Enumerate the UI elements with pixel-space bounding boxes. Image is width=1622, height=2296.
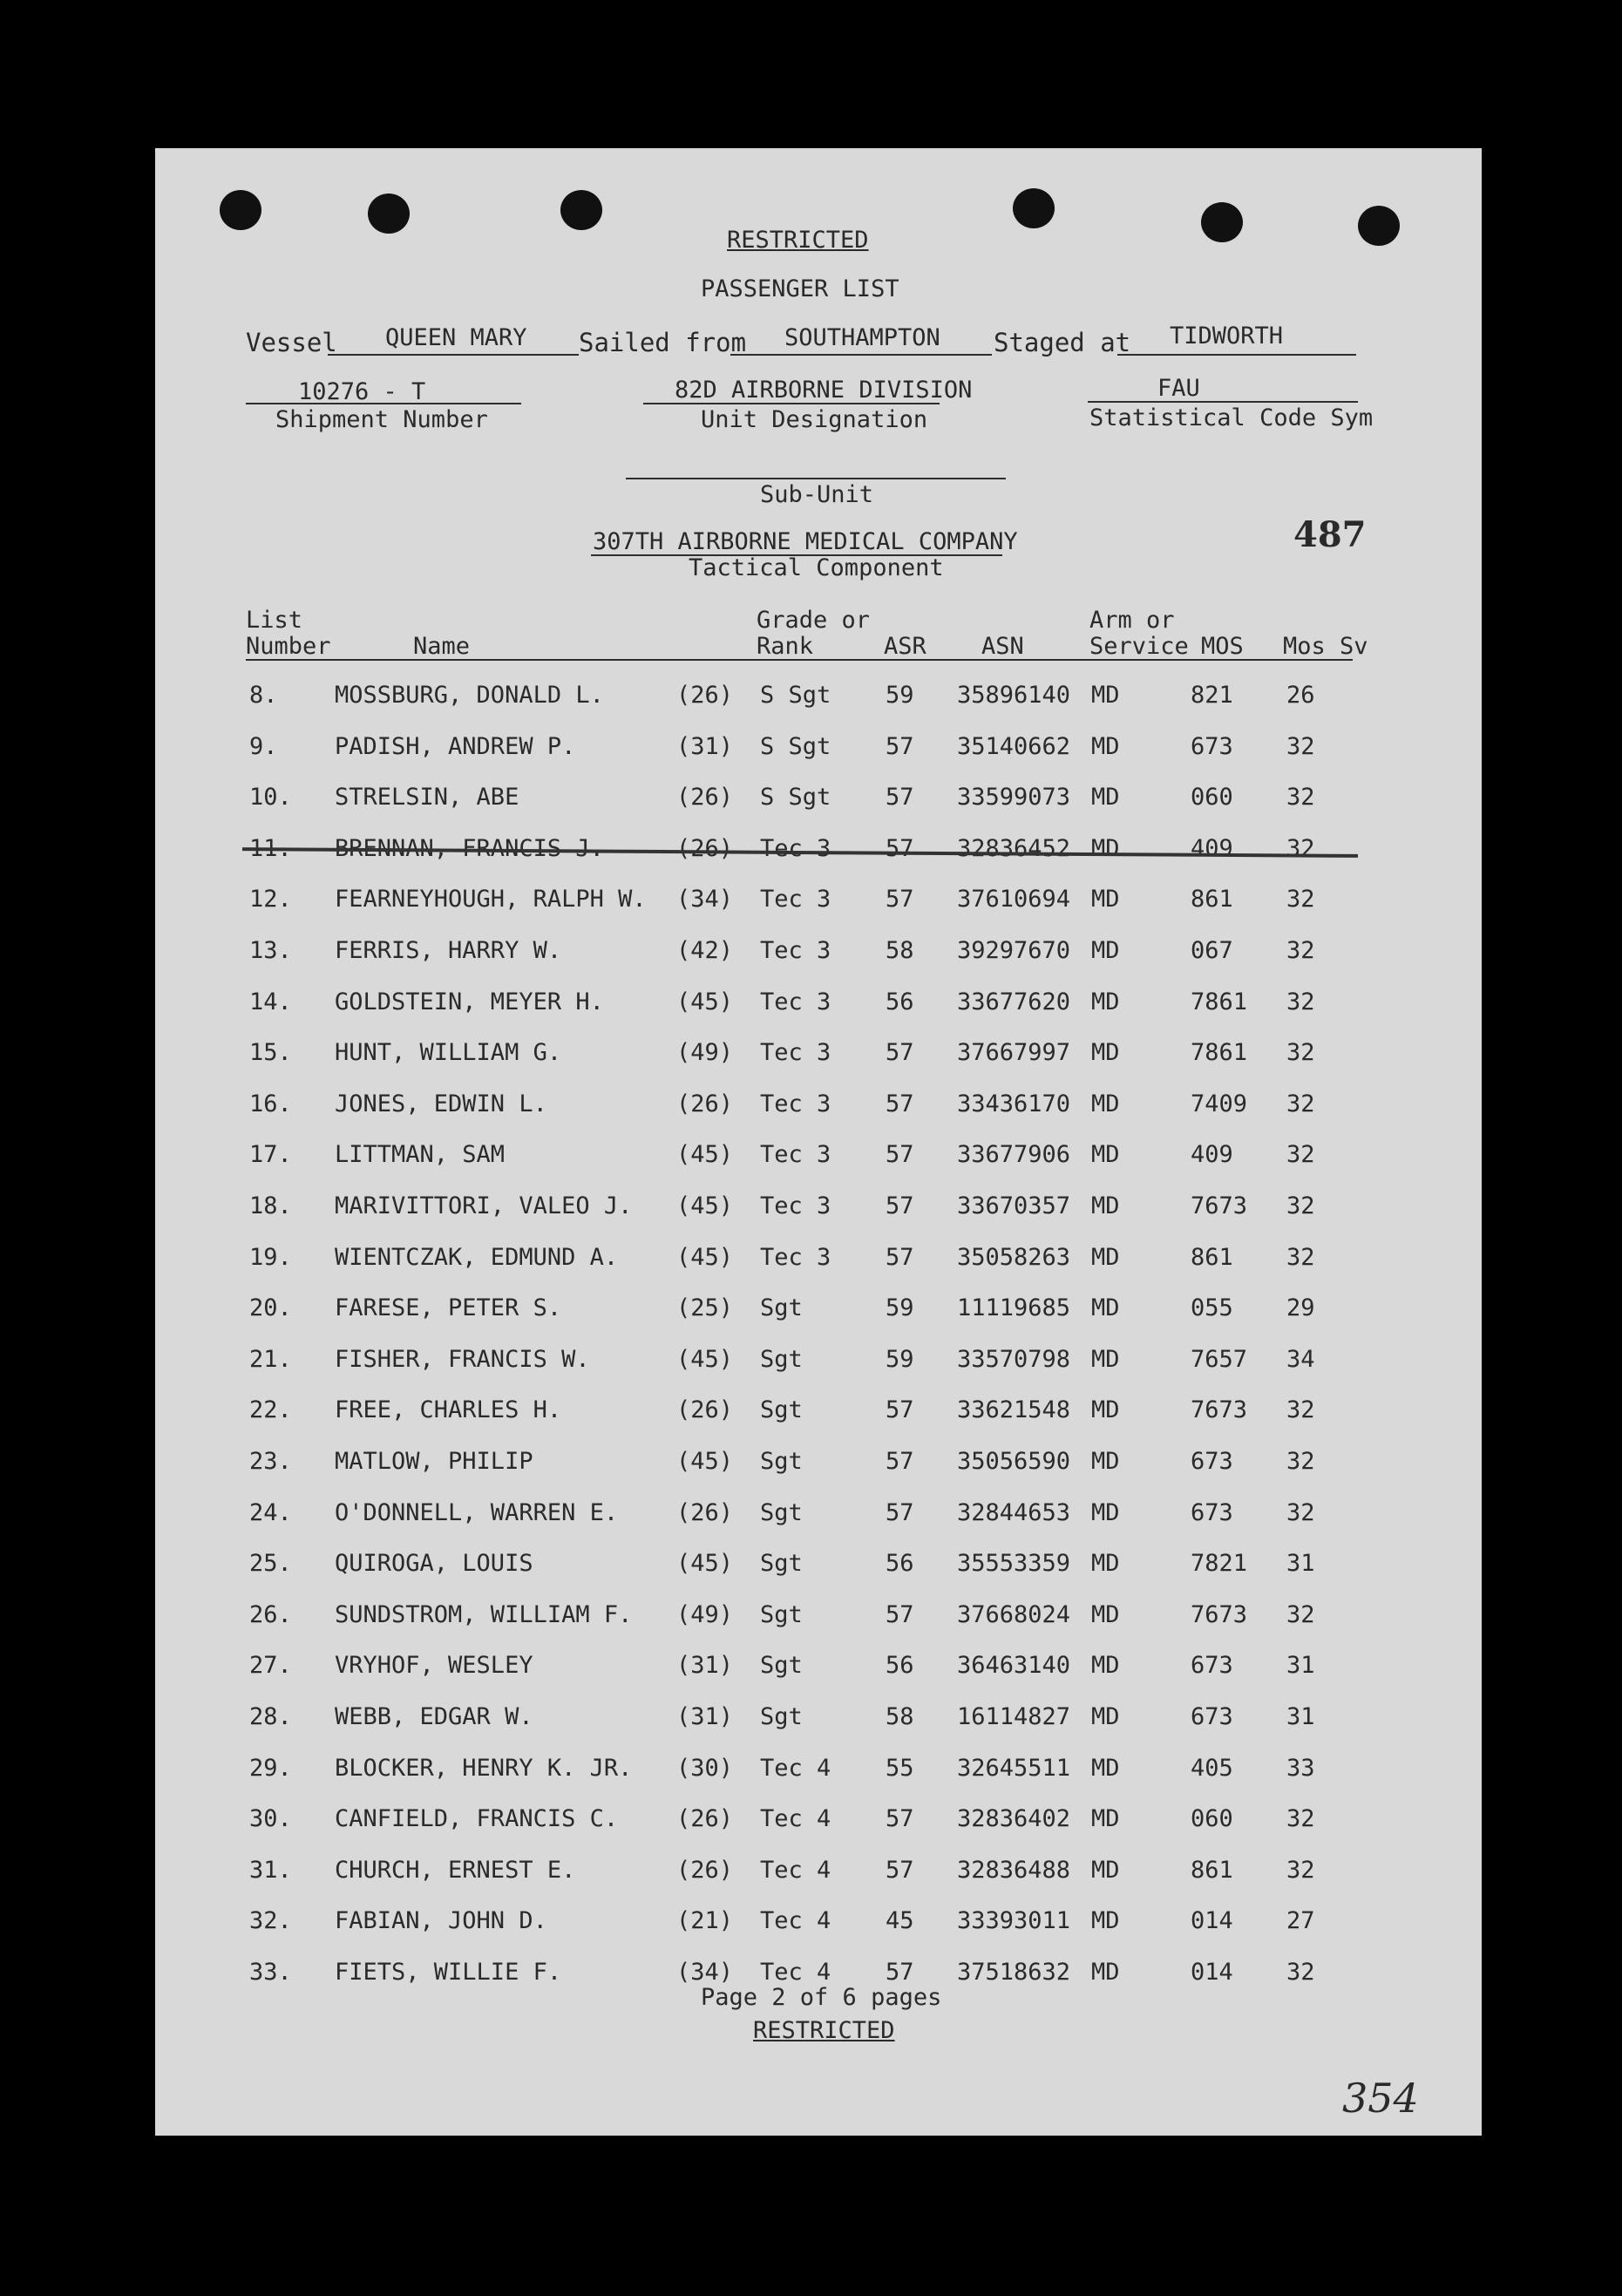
cell-arm: MD — [1091, 1039, 1120, 1067]
cell-mos: 7673 — [1191, 1600, 1248, 1628]
cell-grade: Sgt — [760, 1498, 803, 1526]
cell-passenger-name: MARIVITTORI, VALEO J. — [335, 1192, 633, 1219]
cell-grade: Tec 4 — [760, 1959, 831, 1986]
cell-grade: S Sgt — [760, 732, 831, 760]
cell-asn: 33436170 — [957, 1090, 1071, 1117]
col-mos: MOS — [1201, 633, 1244, 660]
cell-arm: MD — [1091, 1959, 1120, 1986]
cell-list-number: 29. — [249, 1754, 292, 1782]
cell-asr: 56 — [886, 988, 914, 1016]
cell-list-number: 21. — [249, 1345, 292, 1373]
cell-passenger-name: WEBB, EDGAR W. — [335, 1703, 533, 1730]
cell-passenger-name: O'DONNELL, WARREN E. — [335, 1498, 619, 1526]
cell-list-number: 16. — [249, 1090, 292, 1117]
cell-list-number: 32. — [249, 1907, 292, 1935]
cell-grade: Tec 4 — [760, 1754, 831, 1782]
cell-passenger-name: QUIROGA, LOUIS — [335, 1550, 533, 1578]
cell-asn: 32836452 — [957, 834, 1071, 862]
cell-arm: MD — [1091, 682, 1120, 709]
cell-passenger-name: LITTMAN, SAM — [335, 1141, 506, 1169]
cell-list-number: 24. — [249, 1498, 292, 1526]
cell-grade: Sgt — [760, 1652, 803, 1680]
cell-grade: Sgt — [760, 1550, 803, 1578]
cell-age: (45) — [676, 1550, 734, 1578]
cell-grade: Tec 3 — [760, 1243, 831, 1271]
cell-arm: MD — [1091, 1703, 1120, 1730]
col-arm-2: Service — [1089, 633, 1189, 660]
cell-grade: Sgt — [760, 1448, 803, 1475]
sailed-label: Sailed from — [579, 328, 747, 357]
cell-arm: MD — [1091, 1652, 1120, 1680]
subunit-label: Sub-Unit — [760, 481, 874, 508]
cell-passenger-name: MOSSBURG, DONALD L. — [335, 682, 604, 709]
cell-arm: MD — [1091, 1141, 1120, 1169]
cell-asr: 57 — [886, 1141, 914, 1169]
cell-mos: 821 — [1191, 682, 1233, 709]
cell-asn: 33621548 — [957, 1396, 1071, 1424]
cell-asn: 32645511 — [957, 1754, 1071, 1782]
cell-asn: 33393011 — [957, 1907, 1071, 1935]
cell-passenger-name: BRENNAN, FRANCIS J. — [335, 834, 604, 862]
cell-list-number: 11. — [249, 834, 292, 862]
cell-asn: 32836402 — [957, 1805, 1071, 1833]
cell-list-number: 23. — [249, 1448, 292, 1475]
cell-mos-sv: 29 — [1286, 1294, 1315, 1322]
cell-mos: 861 — [1191, 1856, 1233, 1884]
cell-asn: 32836488 — [957, 1856, 1071, 1884]
cell-mos-sv: 32 — [1286, 1039, 1315, 1067]
cell-passenger-name: BLOCKER, HENRY K. JR. — [335, 1754, 633, 1782]
cell-list-number: 30. — [249, 1805, 292, 1833]
cell-asr: 57 — [886, 732, 914, 760]
cell-grade: Tec 3 — [760, 988, 831, 1016]
header-rule — [246, 659, 1353, 661]
cell-age: (26) — [676, 1805, 734, 1833]
unit-label: Unit Designation — [701, 406, 928, 433]
cell-mos: 673 — [1191, 1448, 1233, 1475]
cell-age: (26) — [676, 1090, 734, 1117]
cell-list-number: 19. — [249, 1243, 292, 1271]
cell-mos: 014 — [1191, 1907, 1233, 1935]
cell-mos-sv: 26 — [1286, 682, 1315, 709]
cell-passenger-name: PADISH, ANDREW P. — [335, 732, 576, 760]
col-list-number-2: Number — [246, 633, 331, 660]
cell-passenger-name: VRYHOF, WESLEY — [335, 1652, 533, 1680]
vessel-value: QUEEN MARY — [385, 324, 527, 351]
stat-code: FAU — [1157, 375, 1200, 402]
cell-age: (21) — [676, 1907, 734, 1935]
cell-grade: Sgt — [760, 1600, 803, 1628]
cell-passenger-name: FARESE, PETER S. — [335, 1294, 562, 1322]
cell-mos-sv: 32 — [1286, 1448, 1315, 1475]
cell-passenger-name: STRELSIN, ABE — [335, 784, 519, 812]
cell-arm: MD — [1091, 1907, 1120, 1935]
cell-mos: 673 — [1191, 1498, 1233, 1526]
cell-mos: 7821 — [1191, 1550, 1248, 1578]
page-number-stamp: 487 — [1293, 514, 1367, 555]
cell-list-number: 17. — [249, 1141, 292, 1169]
cell-age: (31) — [676, 1703, 734, 1730]
cell-mos: 673 — [1191, 1652, 1233, 1680]
cell-asr: 57 — [886, 784, 914, 812]
cell-asr: 59 — [886, 1345, 914, 1373]
page-info: Page 2 of 6 pages — [701, 1984, 942, 2011]
cell-age: (30) — [676, 1754, 734, 1782]
staged-label: Staged at — [994, 328, 1131, 357]
cell-list-number: 13. — [249, 937, 292, 964]
tactical-label: Tactical Component — [689, 554, 944, 581]
cell-mos: 673 — [1191, 732, 1233, 760]
cell-asr: 57 — [886, 1498, 914, 1526]
cell-arm: MD — [1091, 1294, 1120, 1322]
cell-passenger-name: CHURCH, ERNEST E. — [335, 1856, 576, 1884]
cell-asn: 37518632 — [957, 1959, 1071, 1986]
cell-asr: 57 — [886, 1192, 914, 1219]
cell-grade: Tec 3 — [760, 886, 831, 914]
document-page — [155, 148, 1482, 2136]
cell-mos-sv: 32 — [1286, 1090, 1315, 1117]
cell-asr: 59 — [886, 1294, 914, 1322]
cell-asr: 57 — [886, 1039, 914, 1067]
cell-age: (45) — [676, 1345, 734, 1373]
cell-passenger-name: GOLDSTEIN, MEYER H. — [335, 988, 604, 1016]
cell-passenger-name: WIENTCZAK, EDMUND A. — [335, 1243, 619, 1271]
cell-grade: Sgt — [760, 1703, 803, 1730]
cell-age: (31) — [676, 732, 734, 760]
cell-asn: 33670357 — [957, 1192, 1071, 1219]
cell-list-number: 14. — [249, 988, 292, 1016]
cell-asr: 55 — [886, 1754, 914, 1782]
cell-grade: Tec 3 — [760, 1039, 831, 1067]
cell-age: (49) — [676, 1600, 734, 1628]
cell-grade: Sgt — [760, 1294, 803, 1322]
cell-grade: Sgt — [760, 1396, 803, 1424]
cell-grade: Tec 3 — [760, 1090, 831, 1117]
cell-passenger-name: FEARNEYHOUGH, RALPH W. — [335, 886, 647, 914]
col-grade-1: Grade or — [757, 607, 871, 634]
cell-mos: 014 — [1191, 1959, 1233, 1986]
cell-age: (45) — [676, 1192, 734, 1219]
staged-underline — [1117, 354, 1356, 356]
cell-list-number: 28. — [249, 1703, 292, 1730]
cell-mos-sv: 32 — [1286, 1959, 1315, 1986]
cell-mos-sv: 31 — [1286, 1652, 1315, 1680]
cell-asn: 36463140 — [957, 1652, 1071, 1680]
subunit-underline — [626, 478, 1006, 479]
cell-age: (26) — [676, 1856, 734, 1884]
cell-asr: 57 — [886, 1243, 914, 1271]
cell-age: (45) — [676, 1243, 734, 1271]
cell-mos: 673 — [1191, 1703, 1233, 1730]
cell-passenger-name: JONES, EDWIN L. — [335, 1090, 547, 1117]
cell-arm: MD — [1091, 988, 1120, 1016]
cell-asn: 33677906 — [957, 1141, 1071, 1169]
cell-arm: MD — [1091, 1243, 1120, 1271]
cell-asr: 58 — [886, 937, 914, 964]
cell-list-number: 20. — [249, 1294, 292, 1322]
document-title: PASSENGER LIST — [701, 275, 899, 302]
cell-asn: 35553359 — [957, 1550, 1071, 1578]
cell-mos-sv: 32 — [1286, 784, 1315, 812]
col-arm-1: Arm or — [1089, 607, 1175, 634]
cell-asr: 57 — [886, 1600, 914, 1628]
cell-list-number: 22. — [249, 1396, 292, 1424]
cell-asn: 35056590 — [957, 1448, 1071, 1475]
cell-asn: 37668024 — [957, 1600, 1071, 1628]
cell-list-number: 27. — [249, 1652, 292, 1680]
cell-asn: 35140662 — [957, 732, 1071, 760]
cell-mos-sv: 32 — [1286, 732, 1315, 760]
punch-hole — [1201, 202, 1243, 242]
col-grade-2: Rank — [757, 633, 814, 660]
cell-mos-sv: 32 — [1286, 1243, 1315, 1271]
cell-mos: 055 — [1191, 1294, 1233, 1322]
cell-grade: Tec 3 — [760, 937, 831, 964]
cell-age: (26) — [676, 1396, 734, 1424]
cell-mos: 7673 — [1191, 1192, 1248, 1219]
cell-arm: MD — [1091, 937, 1120, 964]
cell-asr: 57 — [886, 1448, 914, 1475]
cell-arm: MD — [1091, 1396, 1120, 1424]
cell-age: (26) — [676, 784, 734, 812]
cell-age: (26) — [676, 834, 734, 862]
cell-age: (45) — [676, 988, 734, 1016]
cell-mos-sv: 27 — [1286, 1907, 1315, 1935]
cell-mos: 409 — [1191, 834, 1233, 862]
cell-grade: Tec 4 — [760, 1856, 831, 1884]
cell-age: (45) — [676, 1141, 734, 1169]
cell-list-number: 10. — [249, 784, 292, 812]
shipment-label: Shipment Number — [275, 406, 488, 433]
cell-mos-sv: 34 — [1286, 1345, 1315, 1373]
cell-mos-sv: 32 — [1286, 1600, 1315, 1628]
cell-arm: MD — [1091, 1498, 1120, 1526]
cell-passenger-name: CANFIELD, FRANCIS C. — [335, 1805, 619, 1833]
cell-asr: 57 — [886, 1396, 914, 1424]
cell-list-number: 18. — [249, 1192, 292, 1219]
cell-asn: 33570798 — [957, 1345, 1071, 1373]
cell-mos-sv: 32 — [1286, 1396, 1315, 1424]
cell-age: (49) — [676, 1039, 734, 1067]
cell-mos: 7861 — [1191, 988, 1248, 1016]
cell-list-number: 15. — [249, 1039, 292, 1067]
cell-list-number: 31. — [249, 1856, 292, 1884]
cell-grade: Tec 3 — [760, 834, 831, 862]
cell-arm: MD — [1091, 1192, 1120, 1219]
cell-age: (45) — [676, 1448, 734, 1475]
cell-age: (34) — [676, 1959, 734, 1986]
sailed-value: SOUTHAMPTON — [784, 324, 940, 351]
cell-list-number: 26. — [249, 1600, 292, 1628]
vessel-underline — [328, 354, 579, 356]
cell-asn: 37667997 — [957, 1039, 1071, 1067]
shipment-number: 10276 - T — [298, 378, 426, 405]
cell-asr: 58 — [886, 1703, 914, 1730]
cell-list-number: 12. — [249, 886, 292, 914]
cell-mos-sv: 32 — [1286, 834, 1315, 862]
punch-hole — [220, 190, 261, 230]
cell-asn: 16114827 — [957, 1703, 1071, 1730]
cell-passenger-name: MATLOW, PHILIP — [335, 1448, 533, 1475]
cell-arm: MD — [1091, 886, 1120, 914]
cell-mos-sv: 32 — [1286, 937, 1315, 964]
cell-mos-sv: 32 — [1286, 1141, 1315, 1169]
col-asn: ASN — [981, 633, 1024, 660]
stat-label: Statistical Code Sym — [1089, 404, 1374, 431]
cell-arm: MD — [1091, 784, 1120, 812]
cell-asr: 57 — [886, 1856, 914, 1884]
cell-mos: 060 — [1191, 784, 1233, 812]
cell-age: (26) — [676, 1498, 734, 1526]
cell-arm: MD — [1091, 1448, 1120, 1475]
cell-arm: MD — [1091, 732, 1120, 760]
cell-passenger-name: HUNT, WILLIAM G. — [335, 1039, 562, 1067]
cell-asn: 32844653 — [957, 1498, 1071, 1526]
cell-passenger-name: FISHER, FRANCIS W. — [335, 1345, 590, 1373]
cell-list-number: 8. — [249, 682, 278, 709]
col-name: Name — [413, 633, 471, 660]
restricted-bottom: RESTRICTED — [753, 2017, 895, 2044]
cell-mos-sv: 33 — [1286, 1754, 1315, 1782]
punch-hole — [1358, 206, 1400, 246]
cell-age: (42) — [676, 937, 734, 964]
cell-age: (31) — [676, 1652, 734, 1680]
cell-asr: 59 — [886, 682, 914, 709]
col-list-number-1: List — [246, 607, 303, 634]
unit-designation: 82D AIRBORNE DIVISION — [675, 377, 973, 404]
cell-asn: 33677620 — [957, 988, 1071, 1016]
cell-passenger-name: FIETS, WILLIE F. — [335, 1959, 562, 1986]
tactical-component: 307TH AIRBORNE MEDICAL COMPANY — [593, 528, 1018, 555]
cell-mos-sv: 32 — [1286, 1856, 1315, 1884]
vessel-label: Vessel — [246, 328, 337, 357]
cell-list-number: 33. — [249, 1959, 292, 1986]
cell-mos: 405 — [1191, 1754, 1233, 1782]
cell-mos-sv: 31 — [1286, 1550, 1315, 1578]
cell-mos-sv: 32 — [1286, 988, 1315, 1016]
cell-passenger-name: FERRIS, HARRY W. — [335, 937, 562, 964]
col-mos-sv: Mos Sv — [1283, 633, 1368, 660]
cell-arm: MD — [1091, 1600, 1120, 1628]
cell-asr: 57 — [886, 1805, 914, 1833]
cell-arm: MD — [1091, 1090, 1120, 1117]
cell-grade: S Sgt — [760, 784, 831, 812]
cell-asn: 35058263 — [957, 1243, 1071, 1271]
cell-mos-sv: 32 — [1286, 1805, 1315, 1833]
punch-hole — [560, 190, 602, 230]
cell-arm: MD — [1091, 1856, 1120, 1884]
cell-mos-sv: 32 — [1286, 1192, 1315, 1219]
statcode-underline — [1088, 401, 1358, 403]
cell-mos: 7409 — [1191, 1090, 1248, 1117]
col-asr: ASR — [884, 633, 926, 660]
cell-arm: MD — [1091, 1345, 1120, 1373]
cell-mos-sv: 32 — [1286, 886, 1315, 914]
sailed-underline — [730, 354, 992, 356]
cell-asn: 35896140 — [957, 682, 1071, 709]
cell-asr: 57 — [886, 886, 914, 914]
cell-mos-sv: 32 — [1286, 1498, 1315, 1526]
cell-arm: MD — [1091, 834, 1120, 862]
cell-grade: S Sgt — [760, 682, 831, 709]
cell-asr: 45 — [886, 1907, 914, 1935]
cell-passenger-name: FREE, CHARLES H. — [335, 1396, 562, 1424]
cell-mos: 861 — [1191, 886, 1233, 914]
cell-arm: MD — [1091, 1805, 1120, 1833]
cell-asn: 33599073 — [957, 784, 1071, 812]
cell-mos-sv: 31 — [1286, 1703, 1315, 1730]
cell-arm: MD — [1091, 1754, 1120, 1782]
cell-grade: Tec 4 — [760, 1907, 831, 1935]
cell-passenger-name: SUNDSTROM, WILLIAM F. — [335, 1600, 633, 1628]
cell-grade: Tec 3 — [760, 1141, 831, 1169]
cell-grade: Sgt — [760, 1345, 803, 1373]
cell-mos: 7673 — [1191, 1396, 1248, 1424]
punch-hole — [1013, 188, 1055, 228]
cell-asr: 56 — [886, 1652, 914, 1680]
cell-grade: Tec 3 — [760, 1192, 831, 1219]
staged-value: TIDWORTH — [1170, 323, 1284, 350]
cell-mos: 067 — [1191, 937, 1233, 964]
cell-mos: 409 — [1191, 1141, 1233, 1169]
cell-asn: 39297670 — [957, 937, 1071, 964]
cell-passenger-name: FABIAN, JOHN D. — [335, 1907, 547, 1935]
cell-age: (26) — [676, 682, 734, 709]
cell-grade: Tec 4 — [760, 1805, 831, 1833]
cell-asn: 11119685 — [957, 1294, 1071, 1322]
cell-age: (34) — [676, 886, 734, 914]
cell-arm: MD — [1091, 1550, 1120, 1578]
cell-asr: 57 — [886, 1090, 914, 1117]
cell-asr: 56 — [886, 1550, 914, 1578]
cell-mos: 7657 — [1191, 1345, 1248, 1373]
cell-list-number: 25. — [249, 1550, 292, 1578]
cell-asr: 57 — [886, 1959, 914, 1986]
cell-asn: 37610694 — [957, 886, 1071, 914]
restricted-top: RESTRICTED — [727, 227, 869, 254]
cell-age: (25) — [676, 1294, 734, 1322]
cell-list-number: 9. — [249, 732, 278, 760]
cell-mos: 060 — [1191, 1805, 1233, 1833]
handwritten-number: 354 — [1342, 2075, 1419, 2122]
cell-mos: 861 — [1191, 1243, 1233, 1271]
cell-mos: 7861 — [1191, 1039, 1248, 1067]
cell-asr: 57 — [886, 834, 914, 862]
punch-hole — [368, 194, 410, 234]
